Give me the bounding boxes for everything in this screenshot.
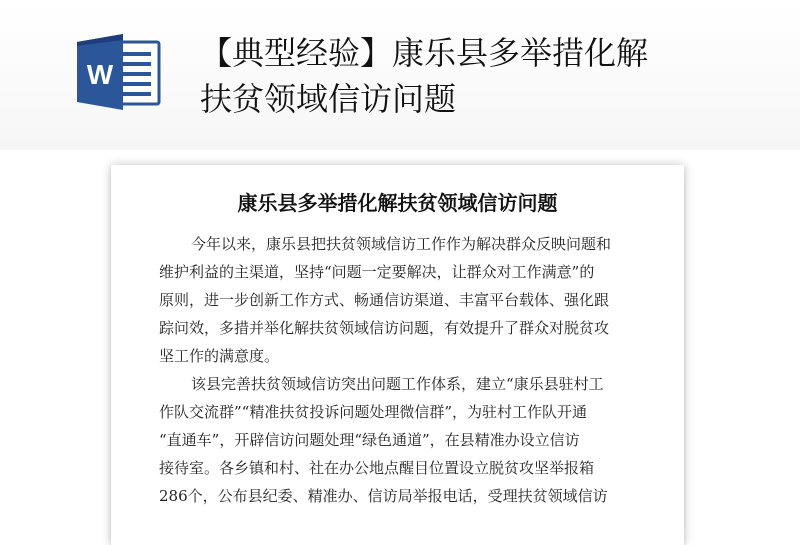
doc-line: 原则，进一步创新工作方式、畅通信访渠道、丰富平台载体、强化跟 (159, 291, 610, 309)
doc-line: 作队交流群”“精准扶贫投诉问题处理微信群”，为驻村工作队开通 (159, 403, 588, 421)
svg-text:W: W (86, 59, 114, 90)
page-title (200, 30, 780, 122)
doc-line: 维护利益的主渠道，坚持“问题一定要解决，让群众对工作满意”的 (159, 263, 595, 281)
doc-line: 接待室。各乡镇和村、社在办公地点醒目位置设立脱贫攻坚举报箱 (159, 459, 595, 477)
doc-line: 坚工作的满意度。 (159, 347, 280, 365)
doc-line: “直通车”，开辟信访问题处理“绿色通道”，在县精准办设立信访 (159, 431, 580, 449)
doc-line: 今年以来，康乐县把扶贫领域信访工作作为解决群众反映问题和 (191, 235, 612, 253)
doc-line: 286个，公布县纪委、精准办、信访局举报电话，受理扶贫领域信访 (159, 487, 608, 505)
doc-line: 踪问效，多措并举化解扶贫领域信访问题，有效提升了群众对脱贫攻 (159, 319, 610, 337)
document-title: 康乐县多举措化解扶贫领域信访问题 (237, 191, 558, 215)
document-page (111, 165, 684, 545)
word-icon (75, 32, 161, 112)
title-line-2: 扶贫领域信访问题 (200, 80, 457, 118)
doc-line: 该县完善扶贫领域信访突出问题工作体系，建立“康乐县驻村工 (191, 375, 604, 393)
title-line-1: 【典型经验】康乐县多举措化解 (200, 34, 649, 72)
